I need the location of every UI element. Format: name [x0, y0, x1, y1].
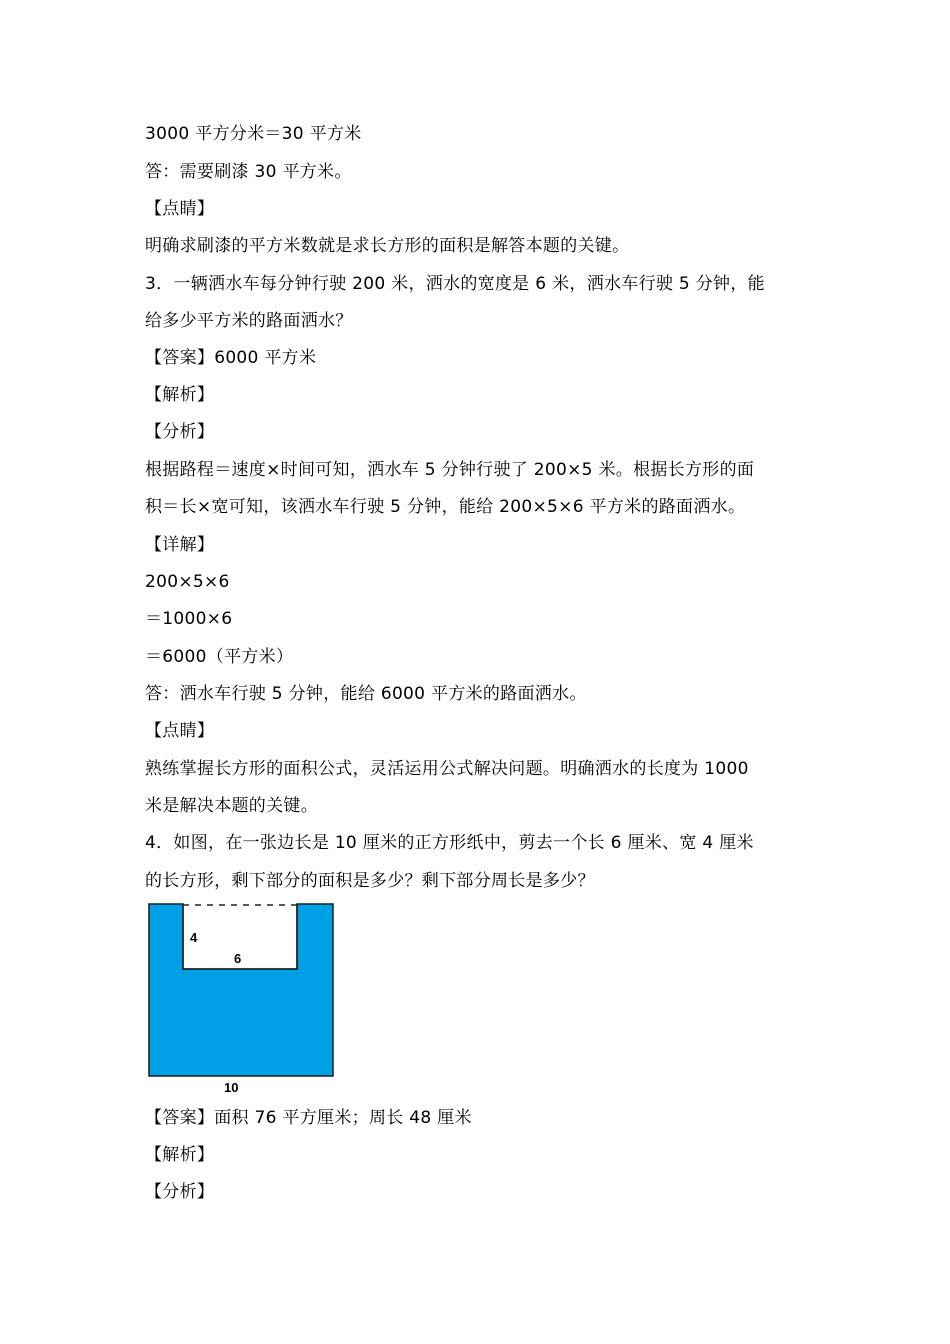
section-heading: 【解析】 [145, 385, 215, 405]
question-line: 的长方形，剩下部分的面积是多少？剩下部分周长是多少？ [145, 871, 595, 891]
section-heading: 【点睛】 [145, 721, 215, 741]
formula-line: ＝1000×6 [145, 609, 233, 629]
section-heading: 【解析】 [145, 1145, 215, 1165]
section-heading: 【分析】 [145, 1182, 215, 1202]
answer-line: 答：需要刷漆 30 平方米。 [145, 162, 352, 182]
text-line: 明确求刷漆的平方米数就是求长方形的面积是解答本题的关键。 [145, 236, 630, 256]
text-line: 积＝长×宽可知，该洒水车行驶 5 分钟，能给 200×5×6 平方米的路面洒水。 [145, 497, 746, 517]
formula-line: 200×5×6 [145, 572, 230, 592]
text-line: 根据路程＝速度×时间可知，洒水车 5 分钟行驶了 200×5 米。根据长方形的面 [145, 460, 755, 480]
section-heading: 【详解】 [145, 535, 215, 555]
question-line: 3．一辆洒水车每分钟行驶 200 米，洒水的宽度是 6 米，洒水车行驶 5 分钟，能 [145, 274, 765, 294]
answer-line: 【答案】面积 76 平方厘米；周长 48 厘米 [145, 1108, 472, 1128]
text-line: 米是解决本题的关键。 [145, 796, 318, 816]
formula-line: ＝6000（平方米） [145, 647, 294, 667]
answer-line: 答：洒水车行驶 5 分钟，能给 6000 平方米的路面洒水。 [145, 684, 587, 704]
text-line: 3000 平方分米＝30 平方米 [145, 124, 362, 144]
section-heading: 【点睛】 [145, 199, 215, 219]
question-line: 给多少平方米的路面洒水？ [145, 311, 353, 331]
question-line: 4．如图，在一张边长是 10 厘米的正方形纸中，剪去一个长 6 厘米、宽 4 厘米 [145, 833, 754, 853]
length-label: 6 [234, 951, 242, 966]
cutout-square-figure [145, 900, 340, 1100]
remaining-paper-shape [149, 904, 333, 1076]
answer-line: 【答案】6000 平方米 [145, 348, 317, 368]
text-line: 熟练掌握长方形的面积公式，灵活运用公式解决问题。明确洒水的长度为 1000 [145, 759, 749, 779]
width-label: 4 [190, 930, 198, 945]
side-label: 10 [224, 1080, 239, 1095]
section-heading: 【分析】 [145, 422, 215, 442]
